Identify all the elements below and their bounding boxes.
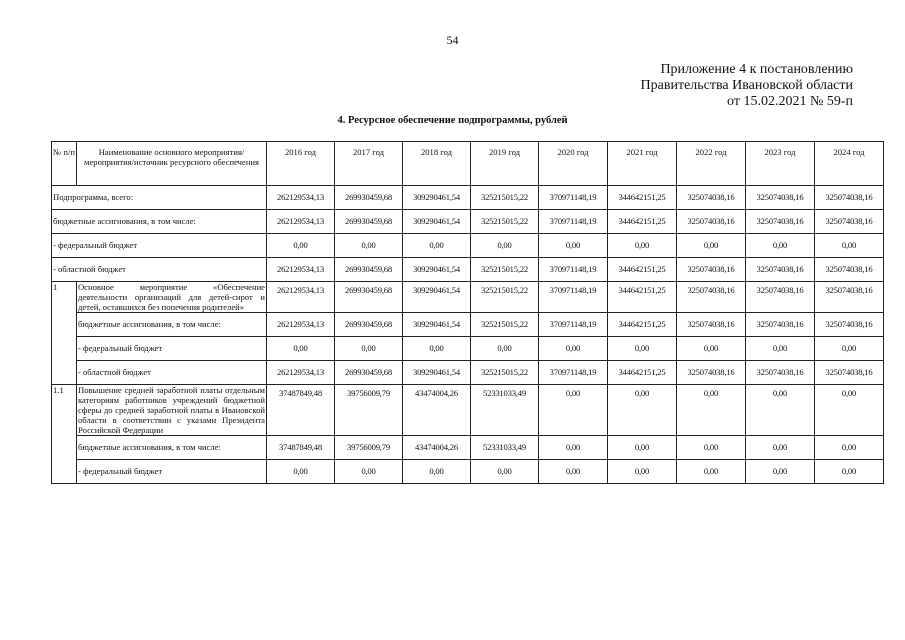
row-label: - федеральный бюджет: [77, 337, 267, 361]
value-cell: 37487849,48: [267, 385, 335, 436]
value-cell: 325074038,16: [677, 258, 746, 282]
value-cell: 39756009,79: [335, 436, 403, 460]
value-cell: 370971148,19: [539, 186, 608, 210]
value-cell: 325215015,22: [471, 282, 539, 313]
table-row: [52, 210, 884, 234]
value-cell: 370971148,19: [539, 258, 608, 282]
table-row: [52, 460, 884, 484]
value-cell: 262129534,13: [267, 313, 335, 337]
value-cell: 309290461,54: [403, 258, 471, 282]
value-cell: 0,00: [746, 337, 815, 361]
value-cell: 269930459,68: [335, 186, 403, 210]
value-cell: 325074038,16: [746, 282, 815, 313]
value-cell: 309290461,54: [403, 210, 471, 234]
header-year: 2024 год: [815, 142, 884, 186]
value-cell: 37487849,48: [267, 436, 335, 460]
value-cell: 0,00: [608, 460, 677, 484]
value-cell: 325215015,22: [471, 258, 539, 282]
value-cell: 0,00: [471, 337, 539, 361]
value-cell: 325074038,16: [677, 361, 746, 385]
table-row: [52, 234, 884, 258]
appendix-reference: [641, 62, 853, 110]
value-cell: 0,00: [677, 234, 746, 258]
value-cell: 325074038,16: [677, 210, 746, 234]
row-label: бюджетные ассигнования, в том числе:: [52, 210, 267, 234]
table-row: [52, 385, 884, 436]
header-row: [52, 142, 884, 186]
value-cell: 0,00: [539, 385, 608, 436]
value-cell: 325074038,16: [815, 361, 884, 385]
value-cell: 325074038,16: [815, 282, 884, 313]
value-cell: 309290461,54: [403, 186, 471, 210]
appendix-line-2: Правительства Ивановской области: [640, 78, 853, 93]
header-year: 2016 год: [267, 142, 335, 186]
row-index: 1.1: [52, 385, 77, 484]
header-year: 2023 год: [746, 142, 815, 186]
row-label: бюджетные ассигнования, в том числе:: [77, 436, 267, 460]
value-cell: 325074038,16: [746, 361, 815, 385]
table-row: [52, 313, 884, 337]
value-cell: 325215015,22: [471, 186, 539, 210]
row-label: - федеральный бюджет: [52, 234, 267, 258]
value-cell: 0,00: [335, 234, 403, 258]
value-cell: 0,00: [608, 436, 677, 460]
value-cell: 344642151,25: [608, 361, 677, 385]
row-label: - областной бюджет: [52, 258, 267, 282]
value-cell: 370971148,19: [539, 361, 608, 385]
value-cell: 0,00: [267, 337, 335, 361]
value-cell: 262129534,13: [267, 361, 335, 385]
header-year: 2020 год: [539, 142, 608, 186]
header-name: Наименование основного мероприятия/мероприятия/источник ресурсного обеспечения: [77, 142, 267, 186]
value-cell: 269930459,68: [335, 313, 403, 337]
value-cell: 325074038,16: [746, 210, 815, 234]
value-cell: 0,00: [608, 385, 677, 436]
value-cell: 0,00: [746, 436, 815, 460]
value-cell: 0,00: [608, 337, 677, 361]
value-cell: 269930459,68: [335, 282, 403, 313]
value-cell: 0,00: [267, 460, 335, 484]
table-row: [52, 186, 884, 210]
row-index: 1: [52, 282, 77, 385]
value-cell: 0,00: [677, 460, 746, 484]
value-cell: 325074038,16: [815, 258, 884, 282]
value-cell: 325215015,22: [471, 313, 539, 337]
value-cell: 0,00: [815, 234, 884, 258]
table-row: [52, 337, 884, 361]
row-label: Подпрограмма, всего:: [52, 186, 267, 210]
value-cell: 325074038,16: [677, 282, 746, 313]
value-cell: 0,00: [539, 460, 608, 484]
value-cell: 262129534,13: [267, 258, 335, 282]
value-cell: 370971148,19: [539, 313, 608, 337]
row-label: бюджетные ассигнования, в том числе:: [77, 313, 267, 337]
value-cell: 325215015,22: [471, 361, 539, 385]
table-row: [52, 258, 884, 282]
value-cell: 0,00: [403, 460, 471, 484]
header-year: 2018 год: [403, 142, 471, 186]
value-cell: 0,00: [471, 234, 539, 258]
value-cell: 325074038,16: [746, 313, 815, 337]
value-cell: 52331033,49: [471, 385, 539, 436]
value-cell: 0,00: [335, 337, 403, 361]
value-cell: 0,00: [746, 234, 815, 258]
value-cell: 344642151,25: [608, 186, 677, 210]
value-cell: 0,00: [608, 234, 677, 258]
value-cell: 0,00: [335, 460, 403, 484]
value-cell: 309290461,54: [403, 313, 471, 337]
value-cell: 325215015,22: [471, 210, 539, 234]
value-cell: 0,00: [746, 385, 815, 436]
header-year: 2022 год: [677, 142, 746, 186]
value-cell: 0,00: [815, 460, 884, 484]
header-year: 2017 год: [335, 142, 403, 186]
value-cell: 0,00: [815, 436, 884, 460]
resource-table: [51, 141, 884, 484]
value-cell: 309290461,54: [403, 282, 471, 313]
value-cell: 0,00: [815, 385, 884, 436]
value-cell: 370971148,19: [539, 282, 608, 313]
value-cell: 0,00: [677, 436, 746, 460]
value-cell: 325074038,16: [677, 313, 746, 337]
value-cell: 309290461,54: [403, 361, 471, 385]
value-cell: 269930459,68: [335, 258, 403, 282]
value-cell: 370971148,19: [539, 210, 608, 234]
appendix-line-3: от 15.02.2021 № 59-п: [727, 94, 853, 109]
header-year: 2021 год: [608, 142, 677, 186]
value-cell: 344642151,25: [608, 210, 677, 234]
value-cell: 325074038,16: [815, 210, 884, 234]
value-cell: 262129534,13: [267, 282, 335, 313]
value-cell: 0,00: [403, 337, 471, 361]
value-cell: 0,00: [539, 234, 608, 258]
value-cell: 39756009,79: [335, 385, 403, 436]
value-cell: 0,00: [539, 337, 608, 361]
page-number: 54: [446, 33, 459, 47]
value-cell: 0,00: [539, 436, 608, 460]
row-label: - федеральный бюджет: [77, 460, 267, 484]
value-cell: 43474004,26: [403, 385, 471, 436]
value-cell: 0,00: [677, 385, 746, 436]
value-cell: 262129534,13: [267, 186, 335, 210]
table-title: 4. Ресурсное обеспечение подпрограммы, рублей: [337, 115, 568, 126]
value-cell: 325074038,16: [815, 313, 884, 337]
value-cell: 344642151,25: [608, 313, 677, 337]
value-cell: 0,00: [267, 234, 335, 258]
value-cell: 269930459,68: [335, 210, 403, 234]
value-cell: 325074038,16: [677, 186, 746, 210]
table-row: [52, 282, 884, 313]
value-cell: 344642151,25: [608, 258, 677, 282]
value-cell: 325074038,16: [746, 258, 815, 282]
value-cell: 269930459,68: [335, 361, 403, 385]
item-name: Повышение средней заработной платы отдельным категориям работников учреждений бюджетной сферы до средней заработной платы в Ивановской области в соответствии с указами Президента Российской Федерации: [78, 385, 265, 435]
value-cell: 262129534,13: [267, 210, 335, 234]
table-row: [52, 361, 884, 385]
value-cell: 325074038,16: [815, 186, 884, 210]
value-cell: 0,00: [471, 460, 539, 484]
row-label: - областной бюджет: [77, 361, 267, 385]
value-cell: 52331033,49: [471, 436, 539, 460]
value-cell: 0,00: [746, 460, 815, 484]
value-cell: 0,00: [677, 337, 746, 361]
header-num: № п/п: [52, 142, 77, 186]
header-year: 2019 год: [471, 142, 539, 186]
value-cell: 344642151,25: [608, 282, 677, 313]
table-row: [52, 436, 884, 460]
value-cell: 43474004,26: [403, 436, 471, 460]
table-body: [52, 186, 884, 484]
item-name: Основное мероприятие «Обеспечение деятельности организаций для детей-сирот и детей, оставшихся без попечения родителей»: [78, 282, 265, 312]
value-cell: 325074038,16: [746, 186, 815, 210]
value-cell: 0,00: [403, 234, 471, 258]
value-cell: 0,00: [815, 337, 884, 361]
appendix-line-1: Приложение 4 к постановлению: [660, 62, 853, 77]
